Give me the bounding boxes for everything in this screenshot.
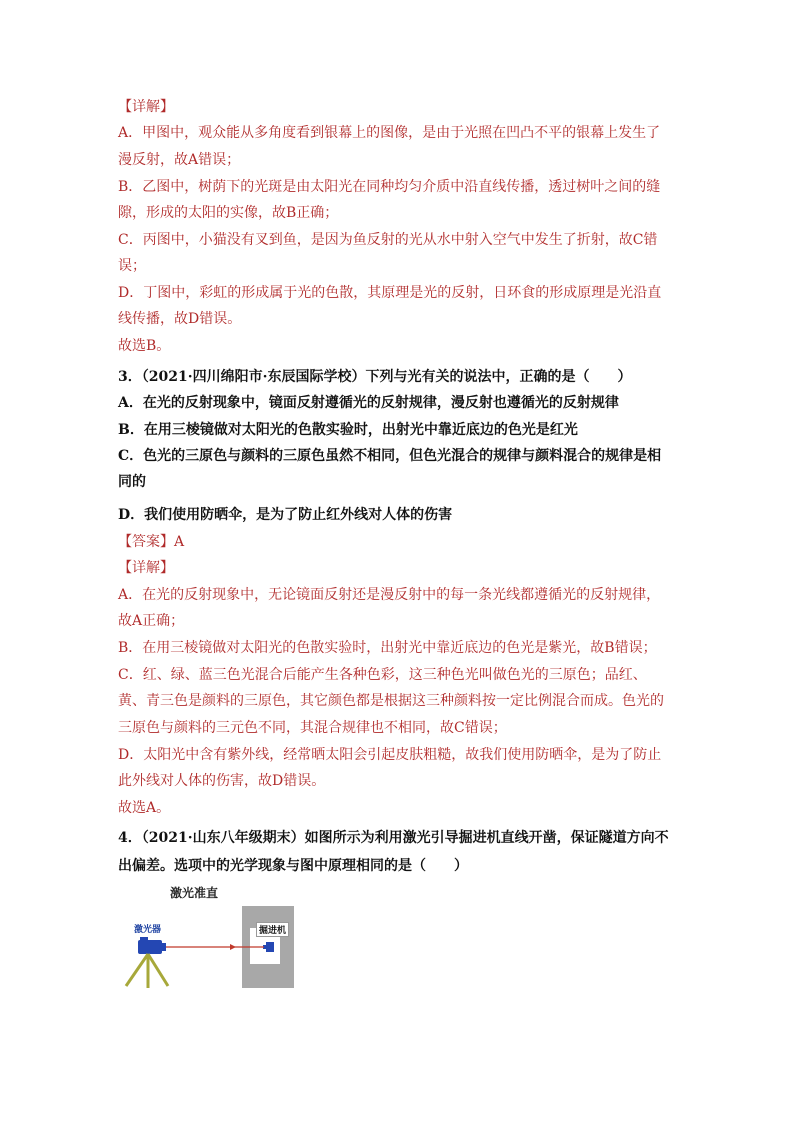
tripod [126,954,168,988]
text-line: 线传播，故D错误。 [118,311,242,327]
text-line: B．在用三棱镜做对太阳光的色散实验时，出射光中靠近底边的色光是紫光，故B错误； [118,640,657,656]
text-line: B．在用三棱镜做对太阳光的色散实验时，出射光中靠近底边的色光是红光 [118,422,578,438]
text-line: C．丙图中，小猫没有叉到鱼，是因为鱼反射的光从水中射入空气中发生了折射，故C错 [118,232,658,248]
text-line: 【详解】 [118,560,174,576]
text-line: 4．（2021·山东八年级期末）如图所示为利用激光引导掘进机直线开凿，保证隧道方向不 [118,830,669,846]
text-line: D．我们使用防晒伞，是为了防止红外线对人体的伤害 [118,507,453,523]
text-line: A．在光的反射现象中，无论镜面反射还是漫反射中的每一条光线都遵循光的反射规律， [118,587,661,603]
text-line: C．红、绿、蓝三色光混合后能产生各种色彩，这三种色光叫做色光的三原色；品红、 [118,667,647,683]
text-line: B．乙图中，树荫下的光斑是由太阳光在同种均匀介质中沿直线传播，透过树叶之间的缝 [118,179,661,195]
text-line: 3．（2021·四川绵阳市·东辰国际学校）下列与光有关的说法中，正确的是（ ） [118,369,632,385]
text-line: 【答案】A [118,534,185,550]
figure-title: 激光准直 [170,886,219,900]
text-line: A．在光的反射现象中，镜面反射遵循光的反射规律，漫反射也遵循光的反射规律 [118,395,619,411]
laser-device [138,940,162,954]
text-line: 故选A。 [118,800,171,816]
machine-label: 掘进机 [256,922,289,937]
laser-alignment-figure [118,884,308,990]
text-line: D．太阳光中含有紫外线，经常晒太阳会引起皮肤粗糙，故我们使用防晒伞，是为了防止 [118,747,662,763]
text-line: 漫反射，故A错误； [118,152,241,168]
text-line: A．甲图中，观众能从多角度看到银幕上的图像，是由于光照在凹凸不平的银幕上发生了 [118,125,661,141]
tunneling-machine [266,942,274,952]
beam-arrow [230,944,236,950]
text-line: 故A正确； [118,613,185,629]
text-line: D．丁图中，彩虹的形成属于光的色散，其原理是光的反射，日环食的形成原理是光沿直 [118,285,662,301]
text-line: 故选B。 [118,338,171,354]
text-line: 三原色与颜料的三元色不同，其混合规律也不相同，故C错误； [118,720,507,736]
text-line: 误； [118,258,146,274]
text-line: 【详解】 [118,99,174,115]
text-line: C．色光的三原色与颜料的三原色虽然不相同，但色光混合的规律与颜料混合的规律是相 [118,448,662,464]
laser-label: 激光器 [134,925,162,935]
text-line: 隙，形成的太阳的实像，故B正确； [118,205,339,221]
text-line: 同的 [118,474,146,490]
text-line: 出偏差。选项中的光学现象与图中原理相同的是（ ） [118,858,468,874]
text-line: 此外线对人体的伤害，故D错误。 [118,773,326,789]
text-line: 黄、青三色是颜料的三原色，其它颜色都是根据这三种颜料按一定比例混合而成。色光的 [118,693,664,709]
